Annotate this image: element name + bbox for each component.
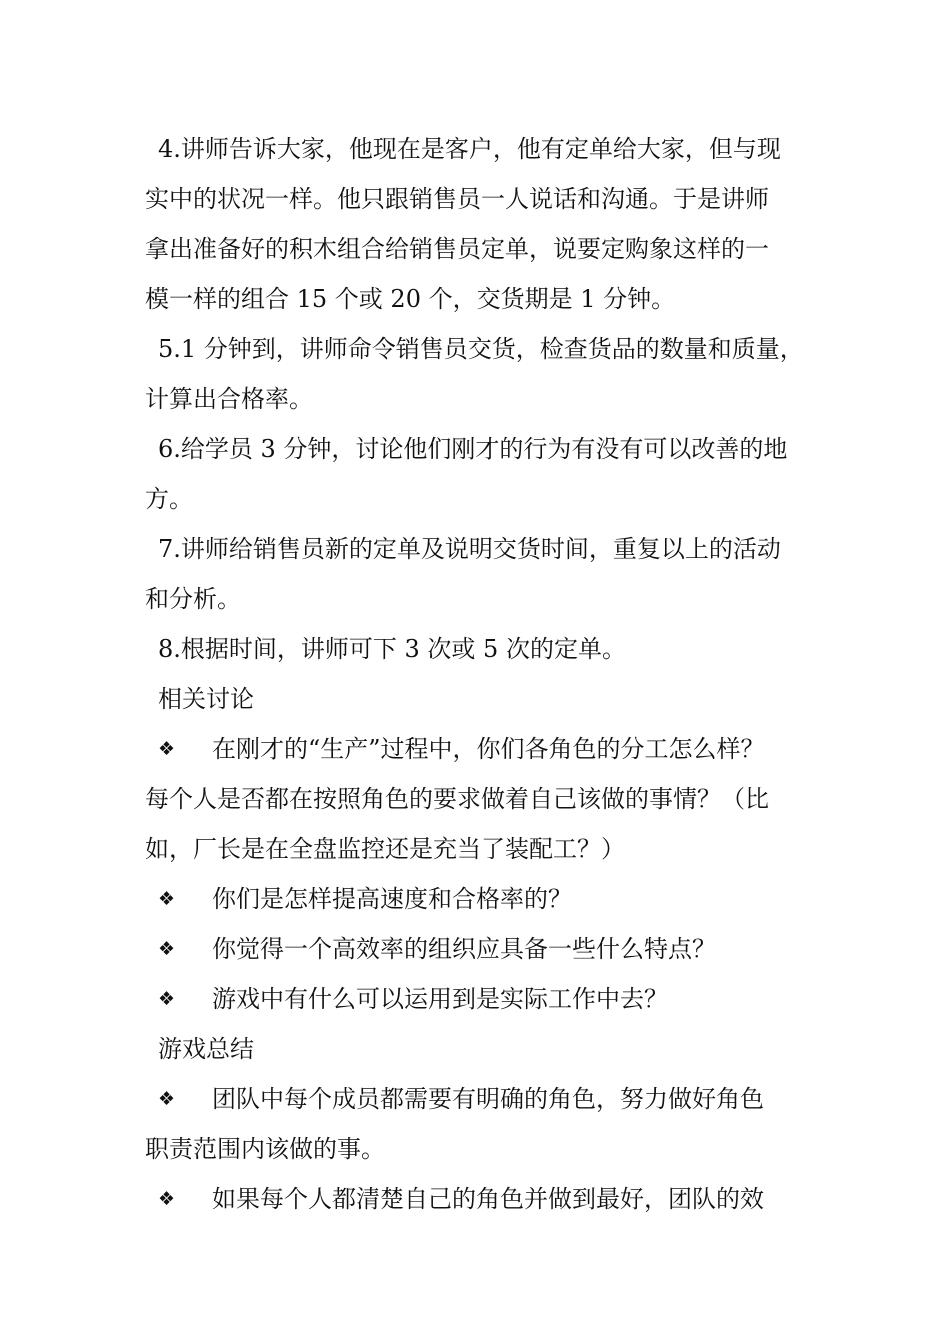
- summary-item-1-line-2: 职责范围内该做的事。: [145, 1135, 385, 1163]
- summary-item-2-line-1: 如果每个人都清楚自己的角色并做到最好，团队的效: [212, 1185, 764, 1213]
- discussion-item-3: 你觉得一个高效率的组织应具备一些什么特点？: [212, 935, 716, 963]
- discussion-item-1-line-2: 每个人是否都在按照角色的要求做着自己该做的事情？（比: [145, 785, 769, 813]
- step-5-line-1: 5.1 分钟到，讲师命令销售员交货，检查货品的数量和质量，: [158, 335, 804, 363]
- step-5-line-2: 计算出合格率。: [145, 385, 313, 413]
- discussion-item-4: 游戏中有什么可以运用到是实际工作中去？: [212, 985, 668, 1013]
- summary-item-1-line-1: 团队中每个成员都需要有明确的角色，努力做好角色: [212, 1085, 764, 1113]
- step-8-line-1: 8.根据时间，讲师可下 3 次或 5 次的定单。: [158, 635, 626, 663]
- bullet-icon: ❖: [158, 888, 176, 910]
- bullet-icon: ❖: [158, 738, 176, 760]
- discussion-item-1-line-3: 如，厂长是在全盘监控还是充当了装配工？）: [145, 835, 625, 863]
- discussion-item-2: 你们是怎样提高速度和合格率的？: [212, 885, 572, 913]
- bullet-icon: ❖: [158, 1088, 176, 1110]
- step-4-line-3: 拿出准备好的积木组合给销售员定单，说要定购象这样的一: [145, 235, 769, 263]
- summary-heading: 游戏总结: [158, 1035, 254, 1063]
- bullet-icon: ❖: [158, 938, 176, 960]
- step-4-line-2: 实中的状况一样。他只跟销售员一人说话和沟通。于是讲师: [145, 185, 769, 213]
- step-7-line-2: 和分析。: [145, 585, 241, 613]
- discussion-item-1-line-1: 在刚才的“生产”过程中，你们各角色的分工怎么样？: [212, 735, 765, 763]
- step-4-line-4: 模一样的组合 15 个或 20 个，交货期是 1 分钟。: [145, 285, 676, 313]
- bullet-icon: ❖: [158, 1188, 176, 1210]
- step-6-line-2: 方。: [145, 485, 193, 513]
- discussion-heading: 相关讨论: [158, 685, 254, 713]
- step-4-line-1: 4.讲师告诉大家，他现在是客户，他有定单给大家，但与现: [158, 135, 781, 163]
- step-6-line-1: 6.给学员 3 分钟，讨论他们刚才的行为有没有可以改善的地: [158, 435, 788, 463]
- bullet-icon: ❖: [158, 988, 176, 1010]
- step-7-line-1: 7.讲师给销售员新的定单及说明交货时间，重复以上的活动: [158, 535, 781, 563]
